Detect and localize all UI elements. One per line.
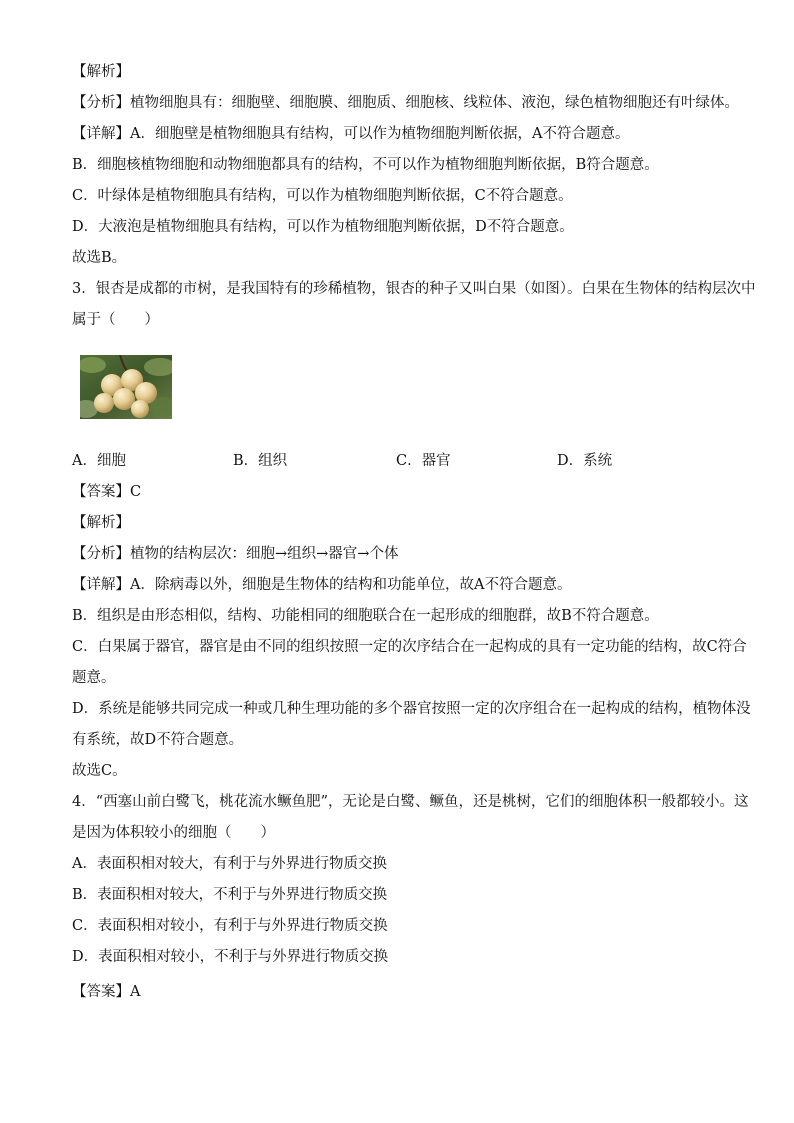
answer-3: 【答案】C (72, 484, 142, 500)
detail-3-a: 【详解】A．除病毒以外，细胞是生物体的结构和功能单位，故A不符合题意。 (72, 577, 572, 593)
detail-3-d: D．系统是能够共同完成一种或几种生理功能的多个器官按照一定的次序组合在一起构成的结构，植物体没 (72, 701, 751, 717)
option-a: A．细胞 (72, 453, 126, 469)
analysis-3: 【分析】植物的结构层次：细胞→组织→器官→个体 (72, 546, 399, 562)
detail-a: 【详解】A．细胞壁是植物细胞具有结构，可以作为植物细胞判断依据，A不符合题意。 (72, 126, 630, 142)
option-d: D．系统 (557, 453, 613, 469)
question-4-option-c: C．表面积相对较小，有利于与外界进行物质交换 (72, 918, 388, 934)
analysis-summary: 【分析】植物细胞具有：细胞壁、细胞膜、细胞质、细胞核、线粒体、液泡，绿色植物细胞还有叶绿体。 (72, 95, 739, 111)
detail-3-c-cont: 题意。 (72, 670, 116, 686)
section-heading-analysis-3: 【解析】 (72, 515, 130, 531)
conclusion: 故选B。 (72, 250, 127, 266)
option-c: C．器官 (396, 453, 451, 469)
question-4-stem: 4．“西塞山前白鹭飞，桃花流水鳜鱼肥”，无论是白鹭、鳜鱼，还是桃树，它们的细胞体积一般都较小。这 (72, 794, 749, 810)
question-3-options (72, 451, 732, 473)
question-4-option-b: B．表面积相对较大，不利于与外界进行物质交换 (72, 887, 388, 903)
detail-3-c: C．白果属于器官，器官是由不同的组织按照一定的次序结合在一起构成的具有一定功能的结构，故C符合 (72, 639, 747, 655)
section-heading-analysis: 【解析】 (72, 64, 130, 80)
question-4-option-a: A．表面积相对较大，有利于与外界进行物质交换 (72, 856, 387, 872)
detail-c: C．叶绿体是植物细胞具有结构，可以作为植物细胞判断依据，C不符合题意。 (72, 188, 573, 204)
answer-4: 【答案】A (72, 984, 141, 1000)
detail-d: D．大液泡是植物细胞具有结构，可以作为植物细胞判断依据，D不符合题意。 (72, 219, 574, 235)
conclusion-3: 故选C。 (72, 763, 127, 779)
question-4-option-d: D．表面积相对较小，不利于与外界进行物质交换 (72, 949, 389, 965)
question-3-stem-cont: 属于（ ） (72, 312, 159, 328)
detail-3-b: B．组织是由形态相似，结构、功能相同的细胞联合在一起形成的细胞群，故B不符合题意。 (72, 608, 659, 624)
option-b: B．组织 (233, 453, 288, 469)
question-3-stem: 3．银杏是成都的市树，是我国特有的珍稀植物，银杏的种子又叫白果（如图）。白果在生物体的结构层次中 (72, 281, 756, 297)
ginkgo-fruit-image (80, 355, 172, 419)
detail-3-d-cont: 有系统，故D不符合题意。 (72, 732, 244, 748)
detail-b: B．细胞核植物细胞和动物细胞都具有的结构，不可以作为植物细胞判断依据，B符合题意。 (72, 157, 659, 173)
question-4-stem-cont: 是因为体积较小的细胞（ ） (72, 825, 275, 841)
ginkgo-fruit-illustration (80, 355, 172, 419)
